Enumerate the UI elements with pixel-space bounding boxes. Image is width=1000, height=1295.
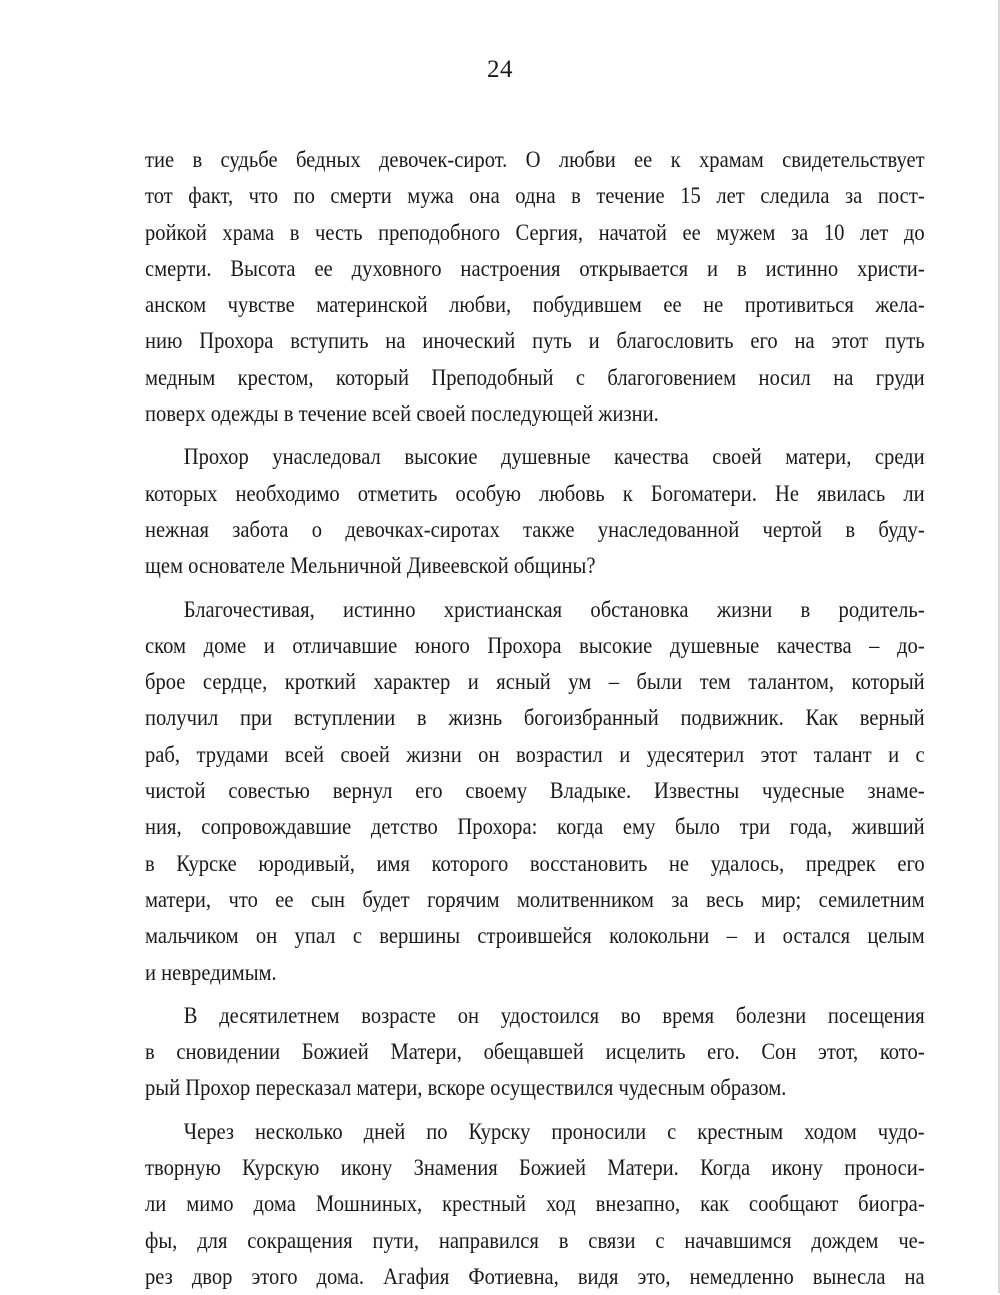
text-line: ройкой храма в честь преподобного Сергия, начатой ее мужем за 10 лет до xyxy=(145,219,925,246)
text-line: чистой совестью вернул его своему Владыке. Известны чудесные знаме- xyxy=(145,778,925,805)
text-line: фы, для сокращения пути, направился в связи с начавшимся дождем че- xyxy=(145,1227,925,1254)
text-line: нежная забота о девочках-сиротах также унаследованной чертой в буду- xyxy=(145,516,925,543)
text-line: смерти. Высота ее духовного настроения открывается и в истинно христи- xyxy=(145,255,925,282)
text-line: матери, что ее сын будет горячим молитвенником за весь мир; семилетним xyxy=(145,886,925,913)
paragraph-2 xyxy=(145,439,925,584)
text-line: мальчиком он упал с вершины строившейся колокольни – и остался целым xyxy=(145,923,925,950)
text-line: раб, трудами всей своей жизни он возрастил и удесятерил этот талант и с xyxy=(145,741,925,768)
text-line: тот факт, что по смерти мужа она одна в течение 15 лет следила за пост- xyxy=(145,183,925,210)
body-text xyxy=(145,142,925,1295)
paragraph-5 xyxy=(145,1114,925,1295)
paragraph-gap xyxy=(145,585,925,592)
paragraph-4 xyxy=(145,998,925,1107)
text-line: поверх одежды в течение всей своей последующей жизни. xyxy=(145,401,659,428)
paragraph-3 xyxy=(145,592,925,991)
text-line: в Курске юродивый, имя которого восстановить не удалось, предрек его xyxy=(145,850,925,877)
paragraph-1 xyxy=(145,142,925,432)
text-line: В десятилетнем возрасте он удостоился во время болезни посещения xyxy=(183,1002,925,1029)
text-line: и невредимым. xyxy=(145,959,277,986)
text-line: Прохор унаследовал высокие душевные качества своей матери, среди xyxy=(183,444,925,471)
text-line: анском чувстве материнской любви, побудившем ее не противиться жела- xyxy=(145,292,925,319)
page-number: 24 xyxy=(487,56,513,83)
text-line: ли мимо дома Мошниных, крестный ход внезапно, как сообщают биогра- xyxy=(145,1191,925,1218)
text-line: рез двор этого дома. Агафия Фотиевна, видя это, немедленно вынесла на xyxy=(145,1263,925,1290)
text-line: Благочестивая, истинно христианская обстановка жизни в родитель- xyxy=(183,596,925,623)
text-line: получил при вступлении в жизнь богоизбранный подвижник. Как верный xyxy=(145,705,925,732)
text-line: брое сердце, кроткий характер и ясный ум – были тем талантом, который xyxy=(145,669,925,696)
paragraph-gap xyxy=(145,991,925,998)
paragraph-gap xyxy=(145,432,925,439)
text-line: рый Прохор пересказал матери, вскоре осуществился чудесным образом. xyxy=(145,1075,787,1102)
text-line: нию Прохора вступить на иноческий путь и благословить его на этот путь xyxy=(145,328,925,355)
paragraph-gap xyxy=(145,1107,925,1114)
text-line: щем основателе Мельничной Дивеевской общины? xyxy=(145,553,596,580)
text-line: медным крестом, который Преподобный с благоговением носил на груди xyxy=(145,364,925,391)
text-line: Через несколько дней по Курску проносили с крестным ходом чудо- xyxy=(183,1118,925,1145)
text-line: творную Курскую икону Знамения Божией Матери. Когда икону проноси- xyxy=(145,1155,925,1182)
text-line: ском доме и отличавшие юного Прохора высокие душевные качества – до- xyxy=(145,632,925,659)
text-line: в сновидении Божией Матери, обещавшей исцелить его. Сон этот, кото- xyxy=(145,1039,925,1066)
text-line: тие в судьбе бедных девочек-сирот. О любви ее к храмам свидетельствует xyxy=(145,147,925,173)
text-line: ния, сопровождавшие детство Прохора: когда ему было три года, живший xyxy=(145,814,925,841)
text-line: которых необходимо отметить особую любовь к Богоматери. Не явилась ли xyxy=(145,480,925,507)
